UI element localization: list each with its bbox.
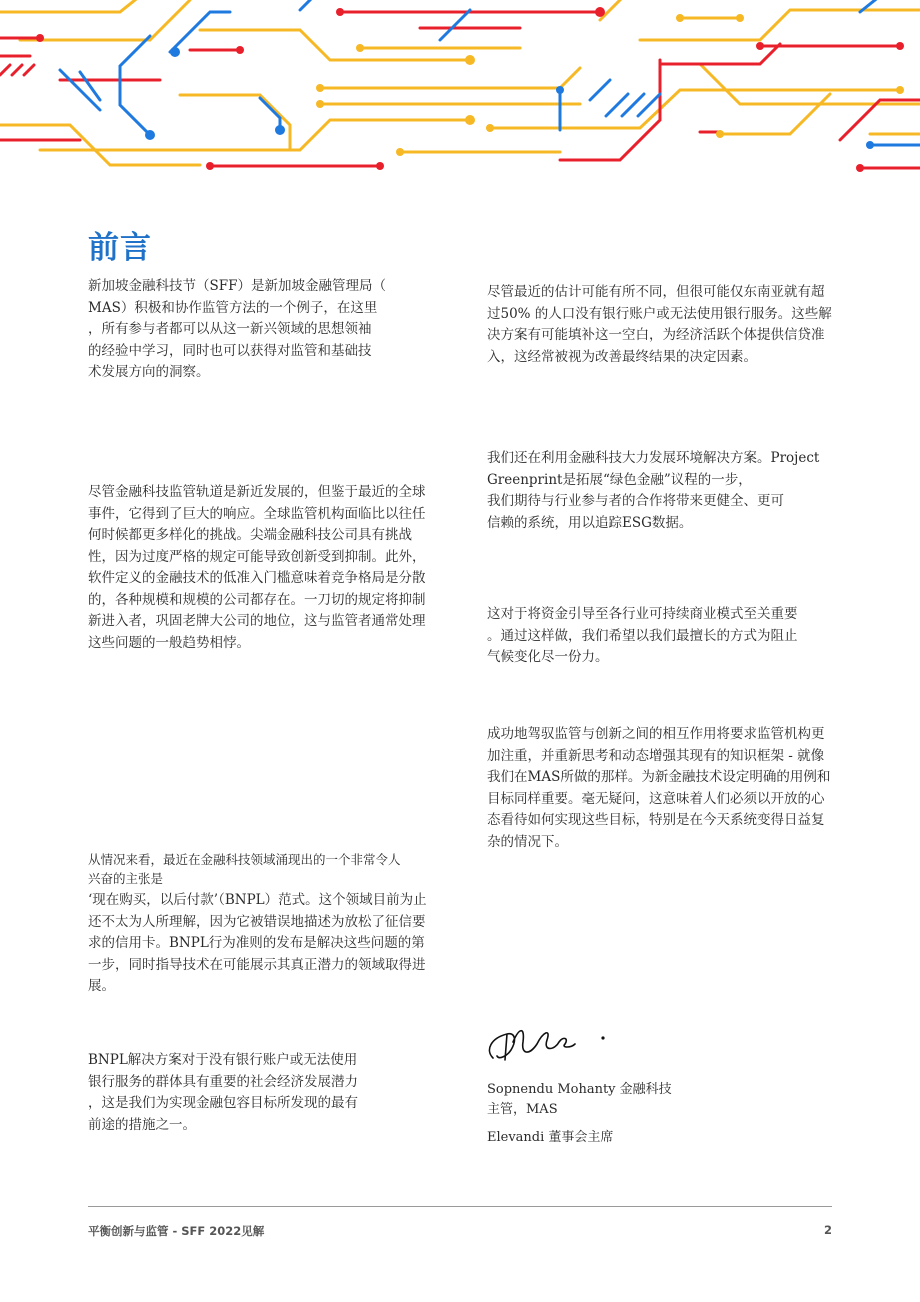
signature [485,998,615,1068]
right-paragraph-4: 成功地驾驭监管与创新之间的相互作用将要求监管机构更加注重，并重新思考和动态增强其现有的知识框架 - 就像我们在MAS所做的那样。为新金融技术设定明确的用例和目标同样重要。毫无疑问，这意味着人们必须以开放的心态看待如何实现这些目标，特别是在今天系统变得日益复杂的情况下。 [487,726,831,850]
signer-name: Sopnendu Mohanty 金融科技 主管，MAS [487,1082,672,1117]
right-paragraph-3: 这对于将资金引导至各行业可持续商业模式至关重要 。通过这样做，我们希望以我们最擅长的方式为阻止 气候变化尽一份力。 [487,606,798,665]
signer-role: Elevandi 董事会主席 [487,1130,614,1145]
page-number: 2 [823,1223,832,1237]
footer-title: 平衡创新与监管 - SFF 2022见解 [88,1224,265,1238]
left-paragraph-2: 尽管金融科技监管轨道是新近发展的，但鉴于最近的全球事件，它得到了巨大的响应。全球监管机构面临比以往任何时候都更多样化的挑战。尖端金融科技公司具有挑战性，因为过度严格的规定可能导致创新受到抑制。此外，软件定义的金融技术的低准入门槛意味着竞争格局是分散的，各种规模和规模的公司都存在。一刀切的规定将抑制新进入者，巩固老牌大公司的地位，这与监管者通常处理这些问题的一般趋势相悖。 [88,484,426,651]
left-paragraph-5: BNPL解决方案对于没有银行账户或无法使用 银行服务的群体具有重要的社会经济发展潜力 ，这是我们为实现金融包容目标所发现的最有 前途的措施之一。 [88,1052,358,1133]
circuit-pattern-graphic [0,0,920,178]
left-paragraph-1: 新加坡金融科技节（SFF）是新加坡金融管理局（ MAS）积极和协作监管方法的一个例子，在这里 ，所有参与者都可以从这一新兴领域的思想领袖 的经验中学习，同时也可以获得对监管和基础技 术发展方向的洞察。 [88,278,386,380]
page-title: 前言 [88,230,152,266]
footer-divider [88,1206,832,1207]
left-paragraph-3: 从情况来看，最近在金融科技领域涌现出的一个非常令人 兴奋的主张是 [88,852,401,886]
circuit-banner [0,0,920,178]
right-paragraph-2: 我们还在利用金融科技大力发展环境解决方案。Project Greenprint是拓展“绿色金融”议程的一步， 我们期待与行业参与者的合作将带来更健全、更可 信赖的系统，用以追踪ESG数据。 [487,450,820,531]
left-paragraph-4: ‘现在购买，以后付款’（BNPL）范式。这个领域目前为止还不太为人所理解，因为它被错误地描述为放松了征信要求的信用卡。BNPL行为准则的发布是解决这些问题的第一步，同时指导技术在可能展示其真正潜力的领域取得进展。 [88,892,427,994]
right-paragraph-1: 尽管最近的估计可能有所不同，但很可能仅东南亚就有超过50% 的人口没有银行账户或无法使用银行服务。这些解决方案有可能填补这一空白，为经济活跃个体提供信贷准入，这经常被视为改善最终结果的决定因素。 [487,284,832,365]
